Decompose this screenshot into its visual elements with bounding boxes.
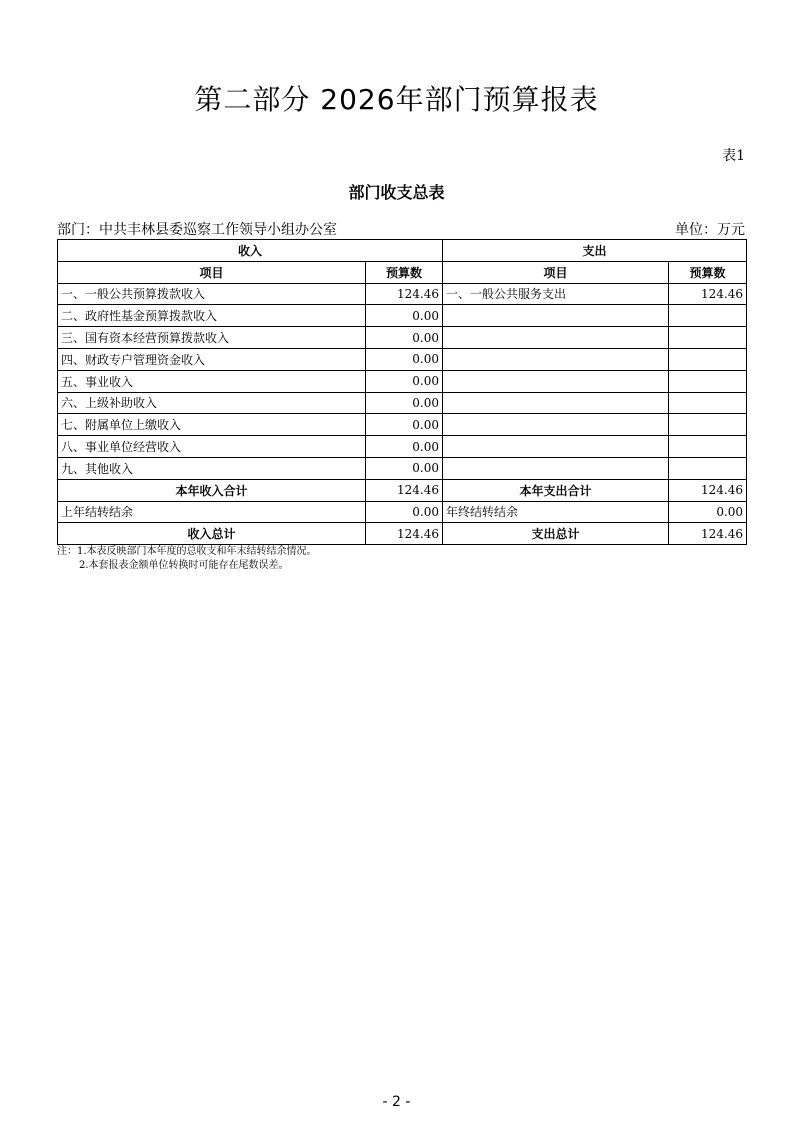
expense-carryover-label: 年终结转结余 bbox=[443, 501, 669, 523]
table-row bbox=[58, 392, 747, 414]
income-total-label: 收入总计 bbox=[58, 523, 366, 545]
expense-budget-header: 预算数 bbox=[669, 261, 747, 283]
total-row bbox=[58, 523, 747, 545]
table-row bbox=[58, 327, 747, 349]
table-row bbox=[58, 370, 747, 392]
income-value: 0.00 bbox=[366, 370, 443, 392]
income-value: 124.46 bbox=[366, 283, 443, 305]
expense-value: 124.46 bbox=[669, 283, 747, 305]
budget-table bbox=[57, 239, 747, 545]
income-carryover-label: 上年结转结余 bbox=[58, 501, 366, 523]
expense-value bbox=[669, 436, 747, 458]
expense-item bbox=[443, 392, 669, 414]
income-item: 四、财政专户管理资金收入 bbox=[58, 348, 366, 370]
income-item: 三、国有资本经营预算拨款收入 bbox=[58, 327, 366, 349]
expense-value bbox=[669, 414, 747, 436]
income-value: 0.00 bbox=[366, 305, 443, 327]
carryover-row bbox=[58, 501, 747, 523]
income-value: 0.00 bbox=[366, 414, 443, 436]
table-row bbox=[58, 283, 747, 305]
note-2: 2.本套报表金额单位转换时可能存在尾数误差。 bbox=[79, 560, 289, 571]
income-carryover-value: 0.00 bbox=[366, 501, 443, 523]
group-header-row bbox=[58, 240, 747, 262]
expense-item bbox=[443, 305, 669, 327]
expense-item: 一、一般公共服务支出 bbox=[443, 283, 669, 305]
expense-subtotal-value: 124.46 bbox=[669, 479, 747, 501]
unit-label: 单位：万元 bbox=[675, 222, 745, 238]
page-title: 第二部分 2026年部门预算报表 bbox=[194, 83, 599, 116]
income-item: 二、政府性基金预算拨款收入 bbox=[58, 305, 366, 327]
income-subtotal-label: 本年收入合计 bbox=[58, 479, 366, 501]
income-value: 0.00 bbox=[366, 327, 443, 349]
expense-carryover-value: 0.00 bbox=[669, 501, 747, 523]
income-value: 0.00 bbox=[366, 392, 443, 414]
expense-item-header: 项目 bbox=[443, 261, 669, 283]
expense-value bbox=[669, 305, 747, 327]
expense-value bbox=[669, 327, 747, 349]
subtotal-row bbox=[58, 479, 747, 501]
table-row bbox=[58, 436, 747, 458]
income-item: 七、附属单位上缴收入 bbox=[58, 414, 366, 436]
page-number: - 2 - bbox=[382, 1094, 411, 1110]
income-item: 九、其他收入 bbox=[58, 457, 366, 479]
expense-total-label: 支出总计 bbox=[443, 523, 669, 545]
table-row bbox=[58, 414, 747, 436]
expense-group-header: 支出 bbox=[443, 240, 747, 262]
expense-value bbox=[669, 392, 747, 414]
income-value: 0.00 bbox=[366, 348, 443, 370]
expense-subtotal-label: 本年支出合计 bbox=[443, 479, 669, 501]
expense-item bbox=[443, 436, 669, 458]
expense-value bbox=[669, 348, 747, 370]
expense-item bbox=[443, 414, 669, 436]
table-row bbox=[58, 305, 747, 327]
department-label: 部门：中共丰林县委巡察工作领导小组办公室 bbox=[57, 222, 337, 238]
table-row bbox=[58, 457, 747, 479]
income-item: 一、一般公共预算拨款收入 bbox=[58, 283, 366, 305]
income-item-header: 项目 bbox=[58, 261, 366, 283]
income-budget-header: 预算数 bbox=[366, 261, 443, 283]
table-number: 表1 bbox=[722, 148, 745, 164]
income-total-value: 124.46 bbox=[366, 523, 443, 545]
income-item: 八、事业单位经营收入 bbox=[58, 436, 366, 458]
expense-value bbox=[669, 457, 747, 479]
expense-item bbox=[443, 327, 669, 349]
expense-total-value: 124.46 bbox=[669, 523, 747, 545]
column-header-row bbox=[58, 261, 747, 283]
table-row bbox=[58, 348, 747, 370]
income-value: 0.00 bbox=[366, 457, 443, 479]
expense-item bbox=[443, 457, 669, 479]
table-notes bbox=[57, 545, 317, 573]
expense-value bbox=[669, 370, 747, 392]
table-subtitle: 部门收支总表 bbox=[348, 183, 445, 202]
income-group-header: 收入 bbox=[58, 240, 443, 262]
note-1: 注：1.本表反映部门本年度的总收支和年末结转结余情况。 bbox=[57, 546, 317, 557]
income-subtotal-value: 124.46 bbox=[366, 479, 443, 501]
expense-item bbox=[443, 348, 669, 370]
income-item: 六、上级补助收入 bbox=[58, 392, 366, 414]
expense-item bbox=[443, 370, 669, 392]
income-value: 0.00 bbox=[366, 436, 443, 458]
income-item: 五、事业收入 bbox=[58, 370, 366, 392]
